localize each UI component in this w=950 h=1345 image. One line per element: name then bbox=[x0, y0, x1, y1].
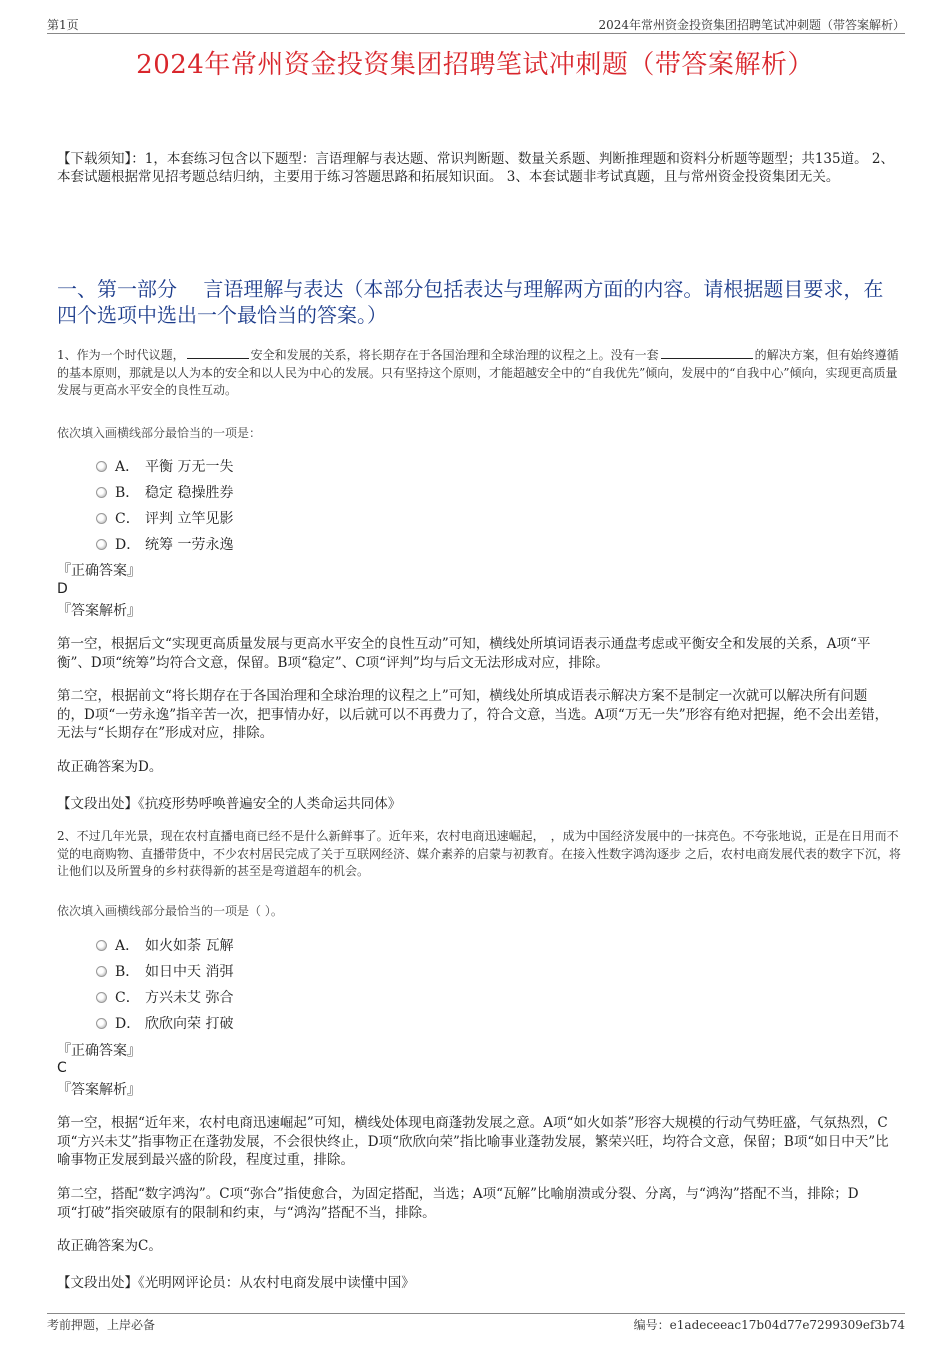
q1-analysis-label: 『答案解析』 bbox=[57, 603, 141, 619]
q1-blank-1 bbox=[187, 347, 249, 359]
q2-answer: C bbox=[57, 1060, 67, 1076]
footer-serial: 编号：e1adeceeac17b04d77e7299309ef3b74 bbox=[633, 1318, 905, 1332]
radio-icon[interactable] bbox=[96, 940, 107, 951]
question-2-stem: 2、不过几年光景，现在农村直播电商已经不是什么新鲜事了。近年来，农村电商迅速崛起， ，成为中国经济发展中的一抹亮色。不夸张地说，正是在日用而不觉的电商购物、直播带货中，不少农村居民完成了关于互联网经济、媒介素养的启蒙与初教育。在接入性数字鸿沟逐步 之后，农村电商发展代表的数字下沉，将让他们以及所置身的乡村获得新的甚至是弯道超车的机会。 bbox=[57, 829, 901, 878]
q1-text-b: 安全和发展的关系，将长期存在于各国治理和全球治理的议程之上。没有一套 bbox=[250, 348, 659, 362]
q1-option-c[interactable]: C． 评判 立竿见影 bbox=[96, 505, 233, 531]
radio-icon[interactable] bbox=[96, 461, 107, 472]
q1-answer: D bbox=[57, 581, 68, 597]
q1-source: 【文段出处】《抗疫形势呼唤普遍安全的人类命运共同体》 bbox=[57, 796, 402, 812]
radio-icon[interactable] bbox=[96, 1018, 107, 1029]
page-footer bbox=[47, 1313, 905, 1332]
header-doc-title: 2024年常州资金投资集团招聘笔试冲刺题（带答案解析） bbox=[598, 18, 905, 32]
page-header bbox=[47, 14, 905, 34]
q1-analysis-2: 第二空，根据前文“将长期存在于各国治理和全球治理的议程之上”可知，横线处所填成语表示解决方案不是制定一次就可以解决所有问题的，D项“一劳永逸”指辛苦一次，把事情办好，以后就可以不再费力了，符合文意，当选。A项“万无一失”形容有绝对把握，绝不会出差错，无法与“长期存在”形成对应，排除。 bbox=[57, 688, 889, 741]
radio-icon[interactable] bbox=[96, 487, 107, 498]
q2-answer-label: 『正确答案』 bbox=[57, 1043, 141, 1059]
q2-option-a[interactable]: A． 如火如荼 瓦解 bbox=[96, 932, 233, 958]
q2-option-c[interactable]: C． 方兴未艾 弥合 bbox=[96, 984, 233, 1010]
q1-analysis-1: 第一空，根据后文“实现更高质量发展与更高水平安全的良性互动”可知，横线处所填词语表示通盘考虑或平衡安全和发展的关系，A项“平衡”、D项“统筹”均符合文意，保留。B项“稳定”、C项“评判”均与后文无法形成对应，排除。 bbox=[57, 636, 871, 671]
q2-instruction: 依次填入画横线部分最恰当的一项是（ ）。 bbox=[57, 904, 283, 918]
radio-icon[interactable] bbox=[96, 513, 107, 524]
document-title: 2024年常州资金投资集团招聘笔试冲刺题（带答案解析） bbox=[136, 50, 814, 80]
q1-text-c: 的解决方案，但有始终遵循的基本原则，那就是以人为本的安全和以人民为中心的发展。只有坚持这个原则，才能超越安全中的“自我优先”倾向，发展中的“自我中心”倾向，实现更高质量发展与更高水平安全的良性互动。 bbox=[57, 348, 899, 397]
q2-analysis-label: 『答案解析』 bbox=[57, 1082, 141, 1098]
q1-text-a: 1、作为一个时代议题， bbox=[57, 348, 185, 362]
q2-options bbox=[96, 932, 233, 1036]
section-title: 一、第一部分 言语理解与表达（本部分包括表达与理解两方面的内容。请根据题目要求，在四个选项中选出一个最恰当的答案。） bbox=[57, 277, 884, 327]
q1-analysis-3: 故正确答案为D。 bbox=[57, 759, 163, 775]
question-1-stem bbox=[57, 347, 902, 400]
q2-option-b[interactable]: B． 如日中天 消弭 bbox=[96, 958, 233, 984]
q1-options bbox=[96, 453, 233, 557]
footer-slogan: 考前押题，上岸必备 bbox=[47, 1318, 156, 1332]
download-notice: 【下载须知】：1，本套练习包含以下题型：言语理解与表达题、常识判断题、数量关系题、判断推理题和资料分析题等题型；共135道。 2、本套试题根据常见招考题总结归纳，主要用于练习答题思路和拓展知识面。 3、本套试题非考试真题，且与常州资金投资集团无关。 bbox=[57, 151, 894, 185]
page-number: 第1页 bbox=[47, 18, 79, 32]
q1-option-a[interactable]: A． 平衡 万无一失 bbox=[96, 453, 233, 479]
radio-icon[interactable] bbox=[96, 992, 107, 1003]
q2-analysis-3: 故正确答案为C。 bbox=[57, 1238, 162, 1254]
q1-answer-label: 『正确答案』 bbox=[57, 563, 141, 579]
radio-icon[interactable] bbox=[96, 966, 107, 977]
q1-instruction: 依次填入画横线部分最恰当的一项是： bbox=[57, 426, 262, 440]
q2-analysis-2: 第二空，搭配“数字鸿沟”。C项“弥合”指使愈合，为固定搭配，当选；A项“瓦解”比喻崩溃或分裂、分离，与“鸿沟”搭配不当，排除；D项“打破”指突破原有的限制和约束，与“鸿沟”搭配不当，排除。 bbox=[57, 1186, 859, 1221]
q2-source: 【文段出处】《光明网评论员：从农村电商发展中读懂中国》 bbox=[57, 1275, 415, 1291]
radio-icon[interactable] bbox=[96, 539, 107, 550]
q2-option-d[interactable]: D． 欣欣向荣 打破 bbox=[96, 1010, 233, 1036]
q1-option-d[interactable]: D． 统筹 一劳永逸 bbox=[96, 531, 233, 557]
q2-analysis-1: 第一空，根据“近年来，农村电商迅速崛起”可知，横线处体现电商蓬勃发展之意。A项“如火如荼”形容大规模的行动气势旺盛，气氛热烈，C项“方兴未艾”指事物正在蓬勃发展，不会很快终止，D项“欣欣向荣”指比喻事业蓬勃发展，繁荣兴旺，均符合文意，保留；B项“如日中天”比喻事物正发展到最兴盛的阶段，程度过重，排除。 bbox=[57, 1115, 889, 1168]
q1-option-b[interactable]: B． 稳定 稳操胜券 bbox=[96, 479, 233, 505]
q1-blank-2 bbox=[661, 347, 753, 359]
